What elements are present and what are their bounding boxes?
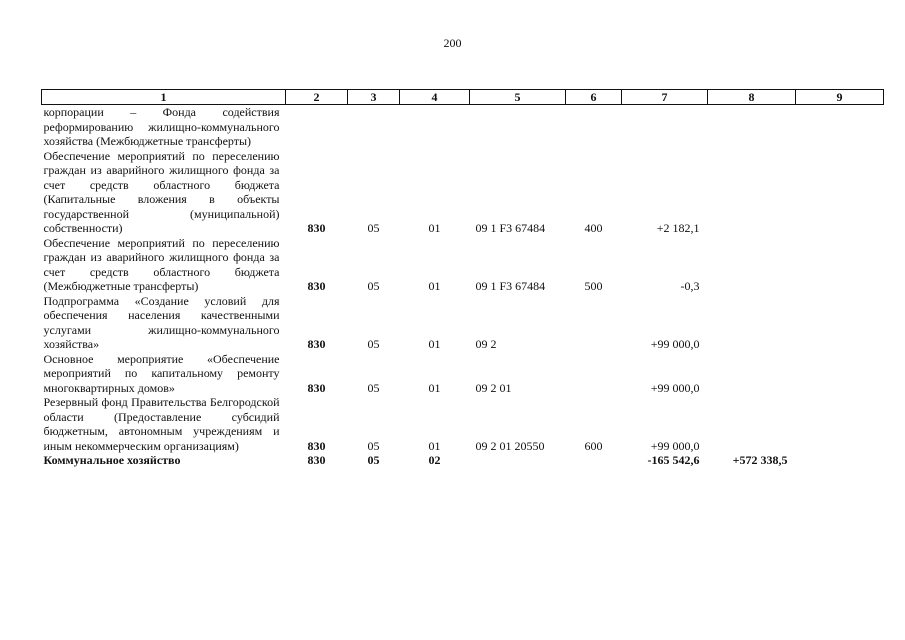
section-code: 05: [367, 453, 380, 467]
amount-col9: [796, 105, 884, 149]
subsection-code: [400, 105, 470, 149]
table-row: [42, 453, 884, 468]
column-header: 7: [622, 90, 708, 105]
section-code: 05: [367, 380, 380, 395]
admin-code: [286, 105, 348, 149]
table-row: [42, 395, 884, 453]
column-header: 5: [470, 90, 566, 105]
amount-col8: [708, 395, 796, 453]
column-header-row: [42, 90, 884, 105]
amount-col7: -165 542,6: [647, 453, 700, 467]
target-code: 09 2 01 20550: [475, 438, 545, 453]
target-code: 09 2 01: [475, 380, 512, 395]
section-code: 05: [367, 438, 380, 453]
amount-col7: +99 000,0: [650, 337, 700, 351]
amount-col9: [796, 395, 884, 453]
expense-type-code: 600: [584, 438, 603, 453]
row-description: Обеспечение мероприятий по переселению граждан из аварийного жилищного фонда за счет средств областного бюджета (Межбюджетные трансферты): [43, 235, 280, 293]
amount-col8: [708, 294, 796, 352]
expense-type-code: [566, 105, 622, 149]
target-code: [470, 453, 566, 468]
subsection-code: 01: [428, 337, 441, 351]
expense-type-code: [566, 294, 622, 352]
column-header: 8: [708, 90, 796, 105]
table-row: [42, 352, 884, 396]
table-row: [42, 236, 884, 294]
section-code: [348, 105, 400, 149]
column-header: 1: [42, 90, 286, 105]
section-code: 05: [367, 337, 380, 351]
section-code: 05: [367, 279, 380, 293]
subsection-code: 01: [428, 221, 441, 235]
amount-col8: [708, 236, 796, 294]
column-header: 6: [566, 90, 622, 105]
amount-col9: [796, 352, 884, 396]
row-description: корпорации – Фонда содействия реформированию жилищно-коммунального хозяйства (Межбюджетные трансферты): [43, 105, 280, 148]
subsection-code: 01: [428, 438, 441, 453]
admin-code: 830: [307, 279, 326, 293]
amount-col8: +572 338,5: [732, 453, 788, 467]
row-description: Резервный фонд Правительства Белгородской области (Предоставление субсидий бюджетным, автономным учреждениям и иным некоммерческим организациям): [43, 395, 280, 453]
amount-col8: [708, 105, 796, 149]
target-code: [470, 105, 566, 149]
amount-col9: [796, 149, 884, 236]
expense-type-code: [566, 352, 622, 396]
amount-col9: [796, 236, 884, 294]
target-code: 09 1 F3 67484: [475, 221, 546, 235]
budget-table: [41, 89, 884, 468]
amount-col7: +2 182,1: [656, 221, 700, 235]
table-row: [42, 149, 884, 236]
page-number: 200: [443, 36, 462, 50]
amount-col8: [708, 149, 796, 236]
admin-code: 830: [307, 380, 326, 395]
admin-code: 830: [307, 221, 326, 235]
subsection-code: 01: [428, 279, 441, 293]
admin-code: 830: [307, 453, 326, 467]
column-header: 9: [796, 90, 884, 105]
admin-code: 830: [307, 438, 326, 453]
amount-col7: [622, 105, 708, 149]
expense-type-code: [566, 453, 622, 468]
admin-code: 830: [307, 337, 326, 351]
subsection-code: 01: [428, 380, 441, 395]
amount-col9: [796, 453, 884, 468]
row-description: Подпрограмма «Создание условий для обеспечения населения качественными услугами жилищно-коммунального хозяйства»: [43, 293, 280, 351]
row-description: Обеспечение мероприятий по переселению граждан из аварийного жилищного фонда за счет средств областного бюджета (Капитальные вложения в объекты государственной (муниципальной) собственности): [43, 148, 280, 235]
expense-type-code: 400: [584, 221, 603, 235]
row-description: Коммунальное хозяйство: [43, 453, 181, 467]
column-header: 4: [400, 90, 470, 105]
row-description: Основное мероприятие «Обеспечение мероприятий по капитальному ремонту многоквартирных домов»: [43, 351, 280, 395]
section-code: 05: [367, 221, 380, 235]
amount-col7: -0,3: [680, 279, 700, 293]
target-code: 09 2: [475, 337, 497, 351]
amount-col7: +99 000,0: [650, 380, 700, 395]
table-row: [42, 294, 884, 352]
column-header: 2: [286, 90, 348, 105]
target-code: 09 1 F3 67484: [475, 279, 546, 293]
expense-type-code: 500: [584, 279, 603, 293]
subsection-code: 02: [428, 453, 441, 467]
amount-col8: [708, 352, 796, 396]
table-row: [42, 105, 884, 149]
amount-col7: +99 000,0: [650, 438, 700, 453]
column-header: 3: [348, 90, 400, 105]
amount-col9: [796, 294, 884, 352]
